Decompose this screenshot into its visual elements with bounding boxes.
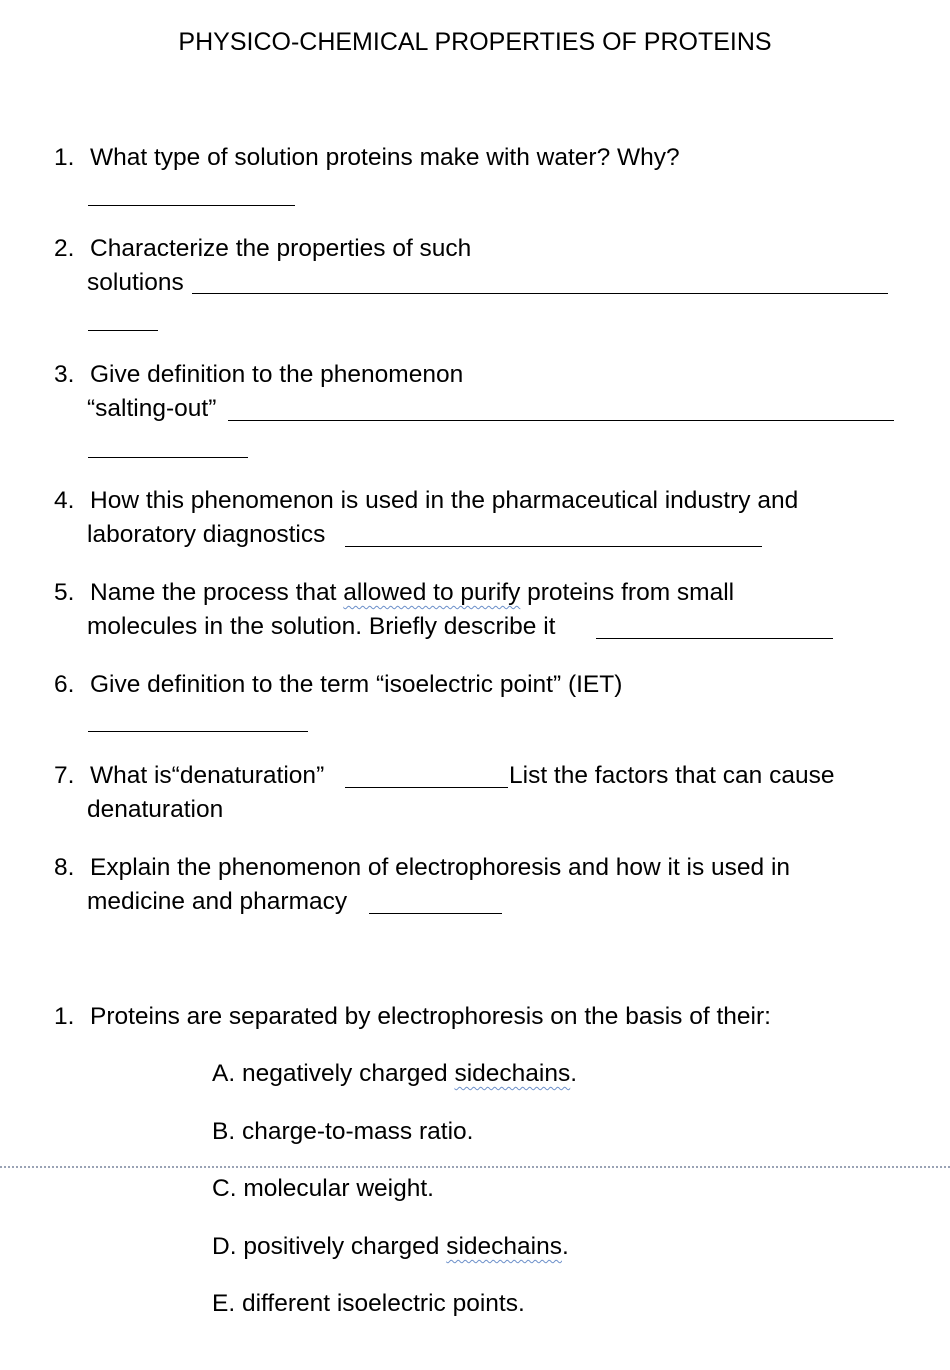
answer-blank[interactable]: [88, 330, 158, 331]
question-number: 3.: [54, 361, 75, 388]
question-number: 1.: [54, 1003, 75, 1030]
answer-blank[interactable]: [88, 457, 248, 458]
question-text: What type of solution proteins make with water? Why?: [90, 144, 680, 171]
question-number: 7.: [54, 762, 75, 789]
question-number: 8.: [54, 854, 75, 881]
question-text-line2: laboratory diagnostics: [87, 521, 326, 548]
question-text: Name the process that allowed to purify proteins from small: [90, 579, 735, 606]
question-text: What is“denaturation”: [90, 762, 325, 789]
page-title: PHYSICO-CHEMICAL PROPERTIES OF PROTEINS: [178, 28, 772, 56]
option-c[interactable]: C. molecular weight.: [212, 1175, 434, 1202]
question-number: 6.: [54, 671, 75, 698]
option-a[interactable]: A. negatively charged sidechains.: [212, 1060, 578, 1087]
option-e[interactable]: E. different isoelectric points.: [212, 1290, 525, 1317]
question-text-line2: denaturation: [87, 796, 224, 823]
answer-blank[interactable]: [596, 638, 833, 639]
question-text: Give definition to the phenomenon: [90, 361, 464, 388]
question-number: 5.: [54, 579, 75, 606]
question-text: How this phenomenon is used in the pharmaceutical industry and: [90, 487, 799, 514]
question-text-continued: List the factors that can cause: [509, 762, 835, 789]
answer-blank[interactable]: [228, 420, 894, 421]
question-text-line2: “salting-out”: [87, 395, 217, 422]
answer-blank[interactable]: [345, 787, 508, 788]
question-text-line2: medicine and pharmacy: [87, 888, 348, 915]
question-text: Characterize the properties of such: [90, 235, 472, 262]
answer-blank[interactable]: [192, 293, 888, 294]
answer-blank[interactable]: [88, 205, 295, 206]
question-text-line2: molecules in the solution. Briefly describe it: [87, 613, 556, 640]
question-number: 4.: [54, 487, 75, 514]
answer-blank[interactable]: [88, 731, 308, 732]
question-text: Explain the phenomenon of electrophoresis and how it is used in: [90, 854, 791, 881]
question-stem: Proteins are separated by electrophoresis on the basis of their:: [90, 1003, 771, 1030]
page-break-divider: [0, 1166, 950, 1168]
option-b[interactable]: B. charge-to-mass ratio.: [212, 1118, 474, 1145]
question-text-line2: solutions: [87, 269, 184, 296]
spellcheck-underline: sidechains: [454, 1060, 571, 1087]
question-text: Give definition to the term “isoelectric point” (IET): [90, 671, 623, 698]
question-number: 1.: [54, 144, 75, 171]
answer-blank[interactable]: [369, 913, 502, 914]
question-number: 2.: [54, 235, 75, 262]
spellcheck-underline: allowed to purify: [343, 579, 521, 606]
spellcheck-underline: sidechains: [446, 1233, 562, 1260]
option-d[interactable]: D. positively charged sidechains.: [212, 1233, 569, 1260]
answer-blank[interactable]: [345, 546, 762, 547]
